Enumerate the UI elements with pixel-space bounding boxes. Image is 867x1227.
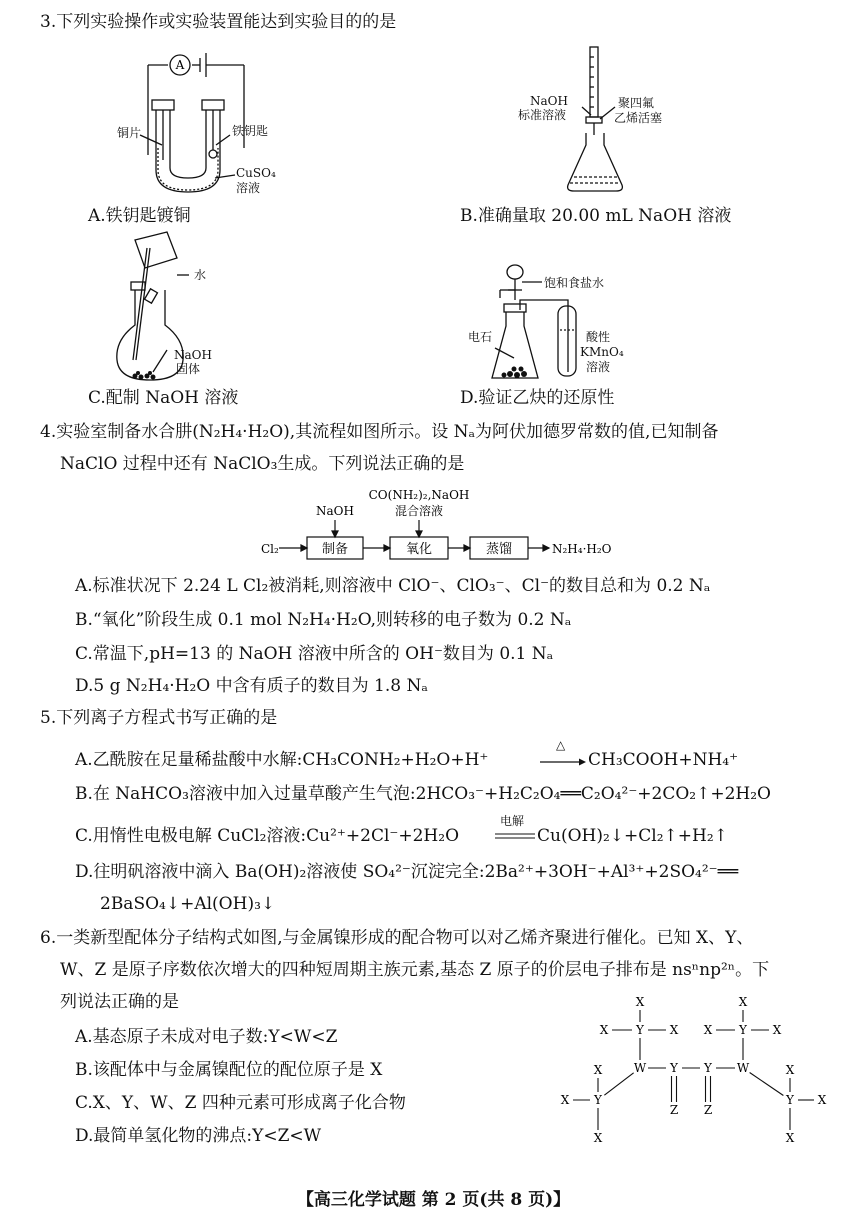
atom-x: X	[593, 1063, 603, 1077]
q5-option-c-left: C.用惰性电极电解 CuCl₂溶液:Cu²⁺+2Cl⁻+2H₂O	[75, 826, 460, 846]
label-cuso4-solution: 溶液	[236, 181, 261, 195]
atom-z: Z	[669, 1103, 679, 1117]
q4-flow-diagram	[255, 485, 635, 570]
q6-ligand-structure	[550, 990, 840, 1150]
label-cuso4: CuSO₄	[236, 166, 276, 180]
atom-y: Y	[636, 1023, 644, 1037]
q5-option-c-condition: 电解	[500, 814, 525, 828]
q6-option-a: A.基态原子未成对电子数:Y<W<Z	[75, 1027, 338, 1047]
q5-option-b: B.在 NaHCO₃溶液中加入过量草酸产生气泡:2HCO₃⁻+H₂C₂O₄══C₂O₄²⁻+2CO₂↑+2H₂O	[75, 784, 771, 804]
label-calcium-carbide: 电石	[468, 330, 493, 344]
q3-option-b-caption: B.准确量取 20.00 mL NaOH 溶液	[460, 206, 732, 226]
page-footer: 【高三化学试题 第 2 页(共 8 页)】	[296, 1190, 571, 1210]
q3-option-a-caption: A.铁钥匙镀铜	[88, 206, 191, 226]
atom-y: Y	[739, 1023, 747, 1037]
atom-y: Y	[594, 1093, 602, 1107]
q5-option-d-line2: 2BaSO₄↓+Al(OH)₃↓	[100, 894, 276, 914]
q5-option-c-right: Cu(OH)₂↓+Cl₂↑+H₂↑	[537, 826, 728, 846]
flow-input-cl2: Cl₂	[261, 542, 279, 556]
q6-stem-line1: 6.一类新型配体分子结构式如图,与金属镍形成的配合物可以对乙烯齐聚进行催化。已知 X、Y、	[40, 928, 754, 948]
atom-z: Z	[703, 1103, 713, 1117]
atom-x: X	[635, 995, 645, 1009]
atom-x: X	[785, 1063, 795, 1077]
flow-reagent-naoh: NaOH	[316, 504, 354, 518]
label-naoh-burette: NaOH	[530, 94, 568, 108]
atom-x: X	[593, 1131, 603, 1145]
q6-option-c: C.X、Y、W、Z 四种元素可形成离子化合物	[75, 1093, 406, 1113]
atom-y: Y	[670, 1061, 678, 1075]
q3-stem: 3.下列实验操作或实验装置能达到实验目的的是	[40, 12, 397, 32]
q4-stem-line2: NaClO 过程中还有 NaClO₃生成。下列说法正确的是	[60, 454, 465, 474]
label-naoh-solid-1: NaOH	[174, 348, 212, 362]
label-water: 水	[194, 268, 207, 282]
q6-stem-line2: W、Z 是原子序数依次增大的四种短周期主族元素,基态 Z 原子的价层电子排布是 nsⁿnp²ⁿ。下	[60, 960, 770, 980]
q4-option-c: C.常温下,pH=13 的 NaOH 溶液中所含的 OH⁻数目为 0.1 Nₐ	[75, 644, 554, 664]
flow-output: N₂H₄·H₂O	[552, 542, 612, 556]
flow-step-distill: 蒸馏	[485, 542, 513, 557]
label-kmno4-solution: 溶液	[586, 360, 611, 374]
label-kmno4: KMnO₄	[580, 345, 624, 359]
atom-x: X	[817, 1093, 827, 1107]
atom-x: X	[772, 1023, 782, 1037]
flow-reagent-mixture: 混合溶液	[394, 504, 444, 518]
atom-x: X	[703, 1023, 713, 1037]
label-ptfe-1: 聚四氟	[618, 96, 655, 110]
q5-stem: 5.下列离子方程式书写正确的是	[40, 708, 278, 728]
label-iron-key: 铁钥匙	[232, 124, 269, 138]
atom-w: W	[736, 1061, 750, 1075]
atom-x: X	[738, 995, 748, 1009]
q6-stem-line3: 列说法正确的是	[60, 992, 179, 1012]
label-naoh-solid-2: 固体	[176, 362, 201, 376]
atom-w: W	[633, 1061, 647, 1075]
label-brine: 饱和食盐水	[544, 276, 605, 290]
q4-option-b: B.“氧化”阶段生成 0.1 mol N₂H₄·H₂O,则转移的电子数为 0.2 Nₐ	[75, 610, 572, 630]
q5-option-d-line1: D.往明矾溶液中滴入 Ba(OH)₂溶液使 SO₄²⁻沉淀完全:2Ba²⁺+3OH⁻+Al³⁺+2SO₄²⁻══	[75, 862, 739, 882]
flow-step-oxidize: 氧化	[405, 542, 433, 557]
atom-x: X	[560, 1093, 570, 1107]
fig-c-volumetric-flask	[105, 230, 235, 385]
q3-option-c-caption: C.配制 NaOH 溶液	[88, 388, 239, 408]
q4-option-a: A.标准状况下 2.24 L Cl₂被消耗,则溶液中 ClO⁻、ClO₃⁻、Cl⁻的数目总和为 0.2 Nₐ	[75, 576, 711, 596]
label-copper-sheet: 铜片	[117, 126, 142, 140]
label-acidic: 酸性	[586, 330, 611, 344]
atom-y: Y	[704, 1061, 712, 1075]
bond	[604, 1073, 633, 1095]
q5-option-a-condition: △	[556, 738, 566, 752]
ammeter-label: A	[175, 58, 185, 72]
q4-stem-line1: 4.实验室制备水合肼(N₂H₄·H₂O),其流程如图所示。设 Nₐ为阿伏加德罗常数的值,已知制备	[40, 422, 719, 442]
q5-option-c-equal	[495, 832, 537, 840]
q5-option-a-arrow	[540, 758, 590, 768]
flow-reagent-urea: CO(NH₂)₂,NaOH	[368, 488, 470, 502]
q6-option-d: D.最简单氢化物的沸点:Y<Z<W	[75, 1126, 322, 1146]
bond	[750, 1073, 784, 1096]
atom-x: X	[785, 1131, 795, 1145]
label-ptfe-2: 乙烯活塞	[614, 111, 663, 125]
q3-option-d-caption: D.验证乙炔的还原性	[460, 388, 615, 408]
q6-option-b: B.该配体中与金属镍配位的配位原子是 X	[75, 1060, 383, 1080]
q5-option-a-right: CH₃COOH+NH₄⁺	[588, 750, 739, 770]
atom-x: X	[669, 1023, 679, 1037]
atom-y: Y	[786, 1093, 794, 1107]
label-standard-solution: 标准溶液	[518, 108, 567, 122]
q4-option-d: D.5 g N₂H₄·H₂O 中含有质子的数目为 1.8 Nₐ	[75, 676, 428, 696]
atom-x: X	[599, 1023, 609, 1037]
flow-step-prepare: 制备	[321, 542, 349, 557]
q5-option-a-left: A.乙酰胺在足量稀盐酸中水解:CH₃CONH₂+H₂O+H⁺	[75, 750, 489, 770]
